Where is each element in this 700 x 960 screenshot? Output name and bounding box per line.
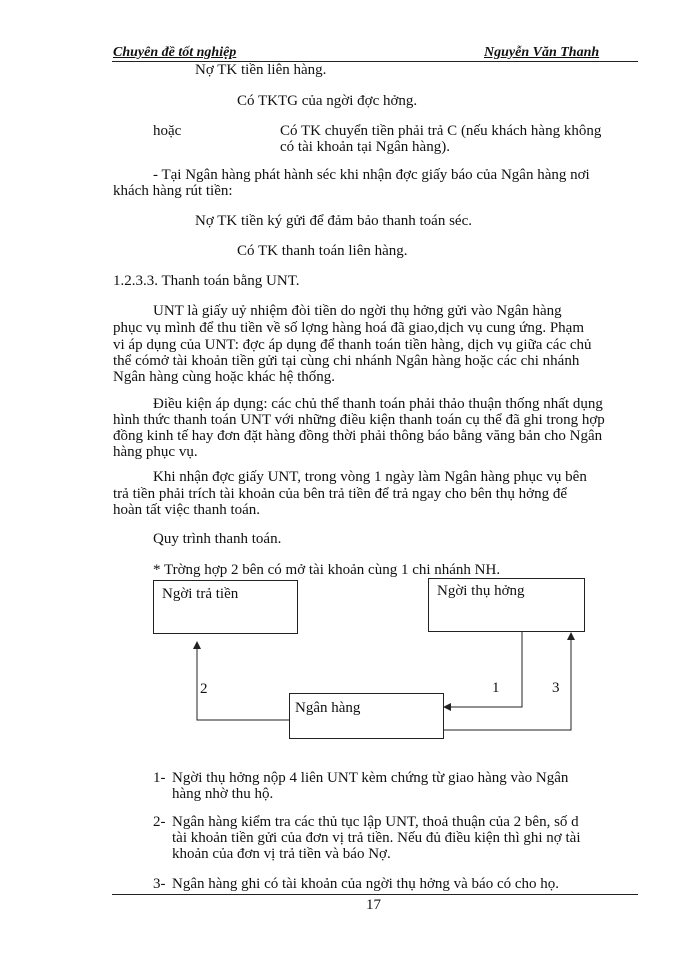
step-3-line-1: Ngân hàng ghi có tài khoản của ngời thụ hởng và báo có cho họ. bbox=[172, 876, 560, 892]
arrow-label-1: 1 bbox=[492, 680, 500, 696]
hoac-text-2: có tài khoản tại Ngân hàng). bbox=[280, 139, 450, 155]
para-dk-line-3: đồng kinh tế hay đơn đặt hàng đồng thời phải thông báo bằng văng bản cho Ngân bbox=[113, 428, 603, 444]
step-2-line-3: khoản của đơn vị trả tiền và báo Nợ. bbox=[172, 846, 391, 862]
para-kn-line-1: Khi nhận đợc giấy UNT, trong vòng 1 ngày làm Ngân hàng phục vụ bên bbox=[153, 469, 587, 485]
payee-label: Ngời thụ hởng bbox=[437, 583, 525, 599]
step-1-line-1: Ngời thụ hởng nộp 4 liên UNT kèm chứng từ giao hàng vào Ngân bbox=[172, 770, 569, 786]
bank-label: Ngân hàng bbox=[295, 700, 361, 716]
step-2-number: 2- bbox=[153, 814, 166, 830]
para-dk-line-4: hàng phục vụ. bbox=[113, 444, 198, 460]
quy-trinh-label: Quy trình thanh toán. bbox=[153, 531, 282, 547]
para-unt-line-5: Ngân hàng cùng hoặc khác hệ thống. bbox=[113, 369, 336, 385]
header-left: Chuyên đề tốt nghiệp bbox=[113, 45, 237, 60]
hoac-label: hoặc bbox=[153, 123, 182, 139]
para-bank-line-2: khách hàng rút tiền: bbox=[113, 183, 233, 199]
payer-label: Ngời trả tiền bbox=[162, 586, 239, 602]
step-2-line-1: Ngân hàng kiểm tra các thủ tục lập UNT, thoả thuận của 2 bên, số d bbox=[172, 814, 579, 830]
page-number: 17 bbox=[366, 897, 381, 913]
footer-rule bbox=[112, 894, 638, 895]
para-unt-line-3: vi áp dụng của UNT: đợc áp dụng để thanh toán tiền hàng, dịch vụ giữa các chủ bbox=[113, 337, 592, 353]
case-title: * Trờng hợp 2 bên có mở tài khoản cùng 1 chi nhánh NH. bbox=[153, 562, 501, 578]
header-right: Nguyễn Văn Thanh bbox=[484, 45, 600, 60]
para-kn-line-3: hoàn tất việc thanh toán. bbox=[113, 502, 261, 518]
para-dk-line-2: hình thức thanh toán UNT với những điều kiện thanh toán cụ thể đã ghi trong hợp bbox=[113, 412, 605, 428]
para-bank-line-1: - Tại Ngân hàng phát hành séc khi nhận đợc giấy báo của Ngân hàng nơi bbox=[153, 167, 590, 183]
line-co-thanh-toan: Có TK thanh toán liên hàng. bbox=[237, 243, 408, 259]
line-co-tktg: Có TKTG của ngời đợc hởng. bbox=[237, 93, 418, 109]
line-no-lien-hang: Nợ TK tiền liên hàng. bbox=[195, 62, 327, 78]
para-unt-line-1: UNT là giấy uỷ nhiệm đòi tiền do ngời thụ hởng gửi vào Ngân hàng bbox=[153, 303, 562, 319]
para-unt-line-4: thể cómở tài khoản tiền gửi tại cùng chi nhánh Ngân hàng hoặc các chi nhánh bbox=[113, 353, 580, 369]
para-kn-line-2: trả tiền phải trích tài khoản của bên trả tiền để trả ngay cho bên thụ hởng để bbox=[113, 486, 568, 502]
arrow-1 bbox=[444, 632, 522, 707]
para-unt-line-2: phục vụ mình để thu tiền về số lợng hàng hoá đã giao,dịch vụ cung ứng. Phạm bbox=[113, 320, 584, 336]
step-3-number: 3- bbox=[153, 876, 166, 892]
para-dk-line-1: Điều kiện áp dụng: các chủ thể thanh toán phải thảo thuận thống nhất dụng bbox=[153, 396, 603, 412]
step-1-number: 1- bbox=[153, 770, 166, 786]
step-1-line-2: hàng nhờ thu hộ. bbox=[172, 786, 274, 802]
arrow-label-2: 2 bbox=[200, 681, 208, 697]
arrow-2 bbox=[197, 642, 290, 720]
step-2-line-2: tài khoản tiền gửi của đơn vị trả tiền. Nếu đủ điều kiện thì ghi nợ tài bbox=[172, 830, 581, 846]
line-no-ky-gui: Nợ TK tiền ký gửi để đảm bảo thanh toán séc. bbox=[195, 213, 472, 229]
arrow-label-3: 3 bbox=[552, 680, 560, 696]
hoac-text-1: Có TK chuyển tiền phải trả C (nếu khách hàng không bbox=[280, 123, 602, 139]
section-heading: 1.2.3.3. Thanh toán bằng UNT. bbox=[113, 273, 300, 289]
